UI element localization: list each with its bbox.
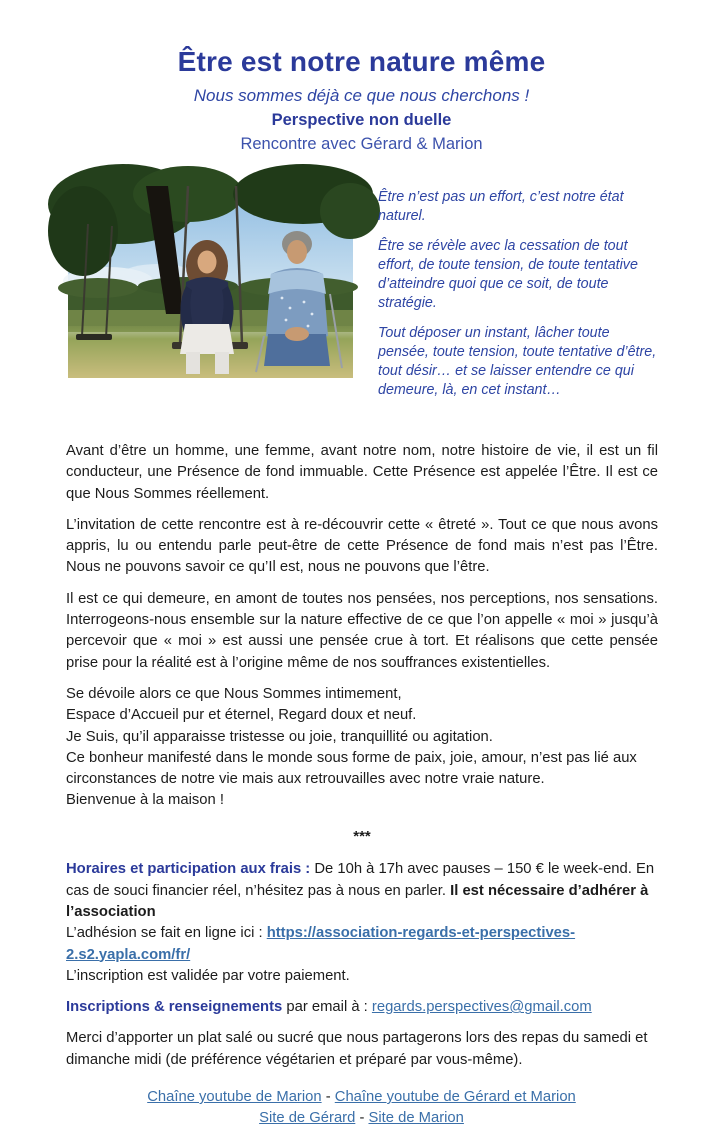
body-paragraph: Avant d’être un homme, une femme, avant notre nom, notre histoire de vie, il est un fil conducteur, une Présence de fond immuable. Cette Présence est appelée l’Être. Il est ce que Nous Sommes réellement. xyxy=(66,443,658,502)
page-title: Être est notre nature même xyxy=(177,46,546,77)
hero-section xyxy=(68,186,658,411)
body-line: Bienvenue à la maison ! xyxy=(66,792,224,809)
body-line: Ce bonheur manifesté dans le monde sous forme de paix, joie, amour, n’est pas lié aux circonstances de notre vie mais aux retrouvailles avec notre vraie nature. xyxy=(66,749,637,788)
link-separator: - xyxy=(321,1089,335,1106)
body-paragraph: L’invitation de cette rencontre est à re-découvrir cette « êtreté ». Tout ce que nous avons appris, lu ou entendu parle peut-être de cette Présence de fond mais n’est pas l’Être. Nous ne pouvons savoir ce qu’Il est, nous ne pouvons que l’être. xyxy=(66,516,658,576)
adhesion-prefix: L’adhésion se fait en ligne ici : xyxy=(66,925,267,942)
body-paragraph-lines xyxy=(66,684,658,812)
quote-paragraph: Être n’est pas un effort, c’est notre état naturel. xyxy=(378,189,624,224)
asterisk-separator: *** xyxy=(353,827,371,845)
site-gerard-link[interactable]: Site de Gérard xyxy=(259,1110,356,1127)
meal-paragraph: Merci d’apporter un plat salé ou sucré que nous partagerons lors des repas du samedi et dimanche midi (de préférence végétarien et préparé par vous-même). xyxy=(66,1030,648,1068)
quote-column xyxy=(378,186,658,411)
header xyxy=(0,0,723,154)
subtitle-tagline: Nous sommes déjà ce que nous cherchons ! xyxy=(193,86,530,105)
footer-line-2 xyxy=(0,1108,723,1129)
subtitle-perspective: Perspective non duelle xyxy=(271,111,452,129)
site-marion-link[interactable]: Site de Marion xyxy=(368,1110,464,1127)
body-paragraph: Il est ce qui demeure, en amont de toutes nos pensées, nos perceptions, nos sensations. Interrogeons-nous ensemble sur la nature effective de ce que l’on appelle « moi » jusqu’à percevoir que « moi » est aussi une pensée crue à tort. Et réalisons que cette pensée prise pour la réalité est à l’origine même de nos souffrances existentielles. xyxy=(66,590,658,671)
horaires-text: De 10h à 17h avec pauses – 150 € le week-end. En cas de souci financier réel, n’hésitez pas à nous en parler. xyxy=(66,861,655,899)
inscription-validation-text: L’inscription est validée par votre paiement. xyxy=(66,967,350,984)
body-text xyxy=(66,441,658,1071)
horaires-bold-note: Il est nécessaire d’adhérer à l’association xyxy=(66,882,649,920)
adhesion-link[interactable]: https://association-regards-et-perspectives-2.s2.yapla.com/fr/ xyxy=(66,925,576,963)
quote-paragraph: Tout déposer un instant, lâcher toute pensée, toute tension, toute tentative d’être, tout désir… et se laisser entendre ce qui demeure, là, en cet instant… xyxy=(378,325,657,398)
body-line: Se dévoile alors ce que Nous Sommes intimement, xyxy=(66,685,402,702)
photo-illustration xyxy=(68,186,353,378)
inscriptions-paragraph xyxy=(66,997,658,1018)
email-link[interactable]: regards.perspectives@gmail.com xyxy=(371,999,592,1016)
footer-line-1 xyxy=(0,1087,723,1108)
inscriptions-text: par email à : xyxy=(282,999,372,1016)
youtube-marion-link[interactable]: Chaîne youtube de Marion xyxy=(147,1089,322,1106)
horaires-paragraph xyxy=(66,859,658,987)
link-separator: - xyxy=(355,1110,369,1127)
horaires-label: Horaires et participation aux frais : xyxy=(66,861,315,878)
youtube-gerard-marion-link[interactable]: Chaîne youtube de Gérard et Marion xyxy=(334,1089,576,1106)
quote-paragraph: Être se révèle avec la cessation de tout effort, de toute tension, de toute tentative d’atteindre quoi que ce soit, de toute stratégie. xyxy=(378,238,638,311)
footer-links xyxy=(0,1087,723,1130)
subtitle-rencontre: Rencontre avec Gérard & Marion xyxy=(240,135,483,153)
photo-gerard-marion xyxy=(68,186,353,378)
body-line: Espace d’Accueil pur et éternel, Regard doux et neuf. xyxy=(66,707,417,724)
body-line: Je Suis, qu’il apparaisse tristesse ou joie, tranquillité ou agitation. xyxy=(66,728,493,745)
inscriptions-label: Inscriptions & renseignements xyxy=(66,999,283,1016)
